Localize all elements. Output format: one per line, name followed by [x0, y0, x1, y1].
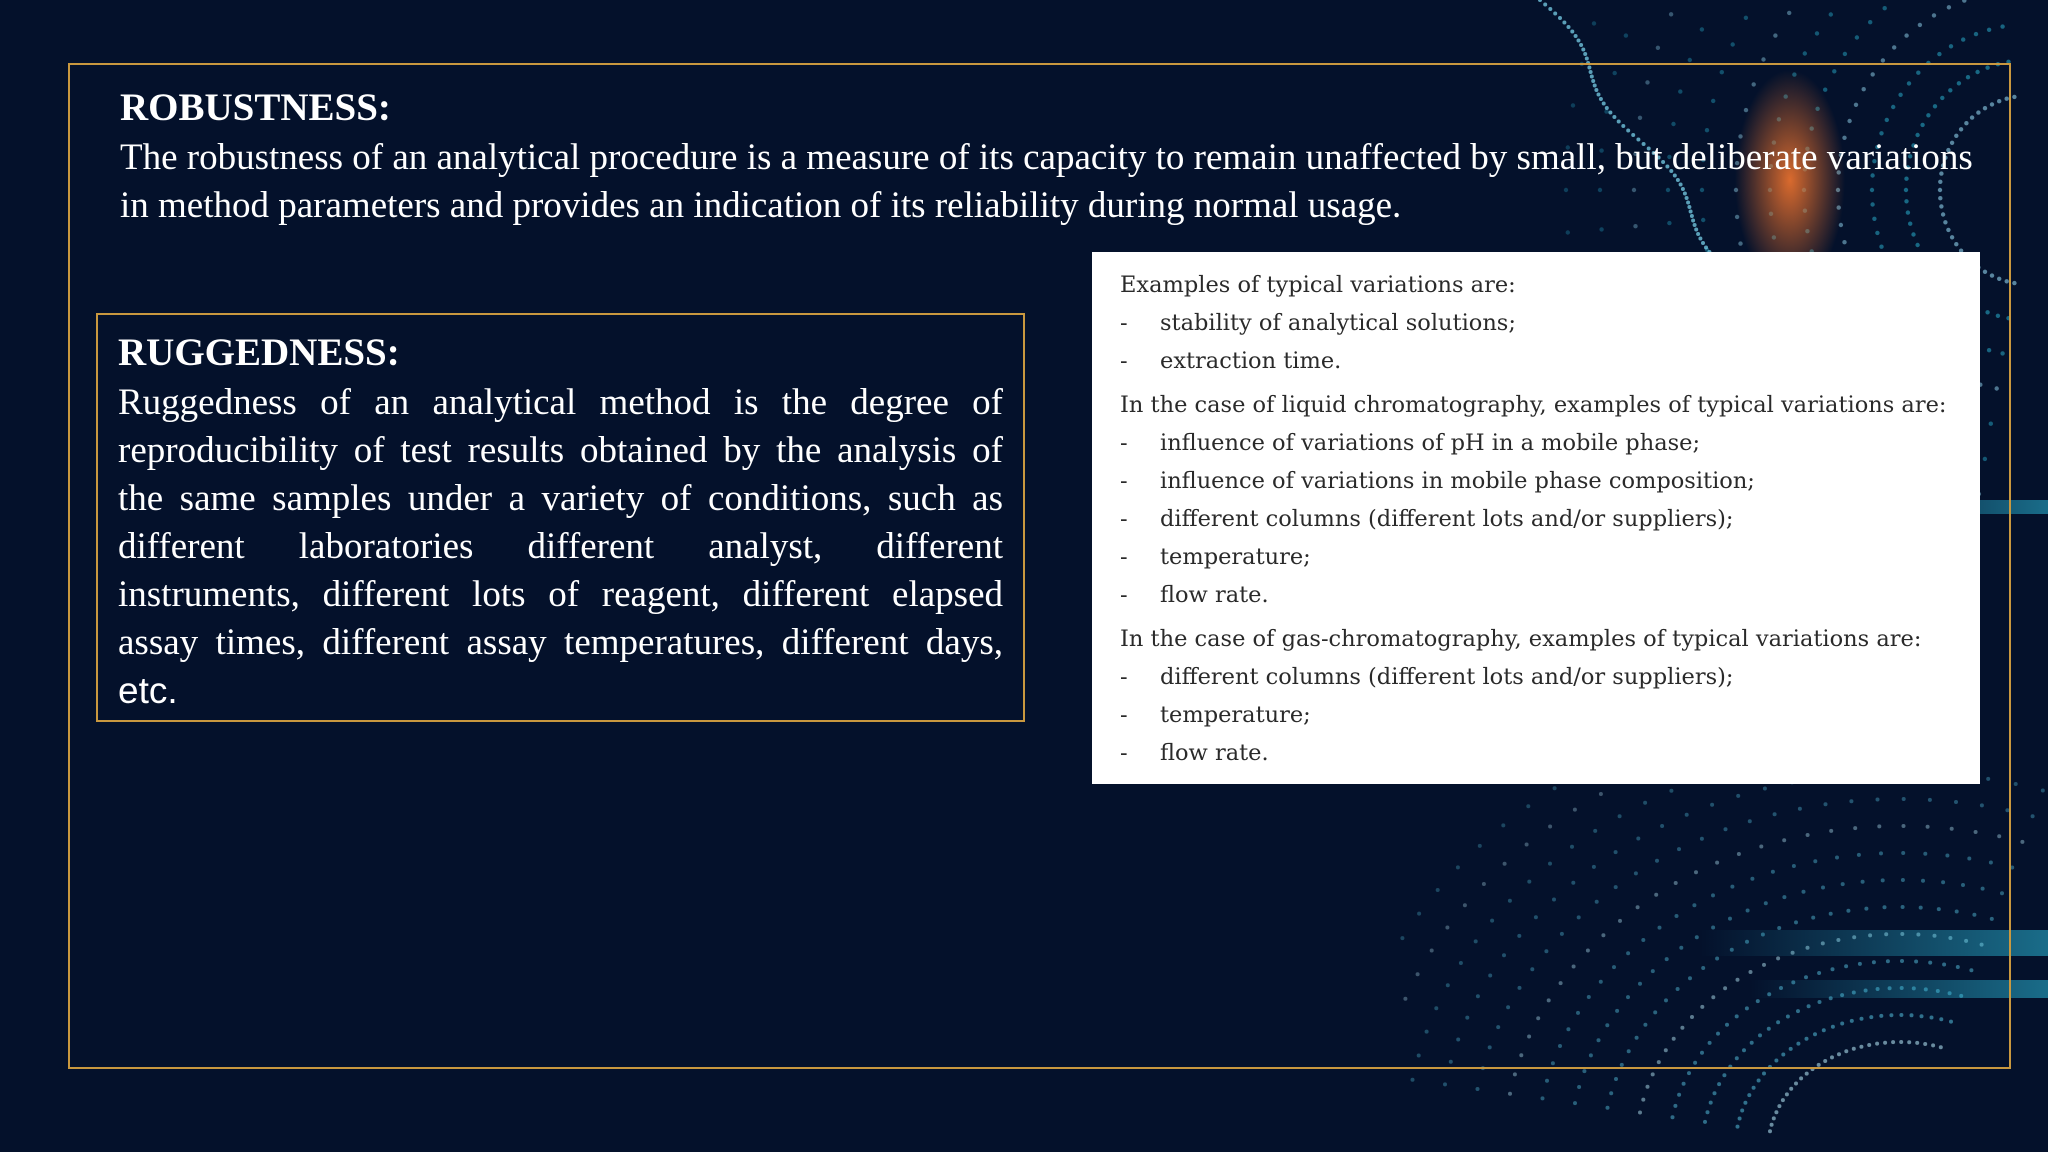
list-item-text: influence of variations in mobile phase composition;: [1160, 468, 1755, 494]
list-item-text: extraction time.: [1160, 348, 1342, 374]
bullet-dash: -: [1120, 430, 1128, 456]
lc-intro: In the case of liquid chromatography, examples of typical variations are:: [1120, 392, 1947, 418]
list-item-text: temperature;: [1160, 544, 1311, 570]
list-item-text: flow rate.: [1160, 740, 1269, 766]
bullet-dash: -: [1120, 664, 1128, 690]
list-item-text: stability of analytical solutions;: [1160, 310, 1516, 336]
list-item-text: different columns (different lots and/or suppliers);: [1160, 506, 1734, 532]
ruggedness-text: Ruggedness of an analytical method is the degree of reproducibility of test results obtained by the analysis of the same samples under a variety of conditions, such as different laboratories different analyst, different instruments, different lots of reagent, different elapsed assay times, different assay temperatures, different days,: [118, 382, 1003, 663]
list-item: [1120, 304, 1980, 342]
bullet-dash: -: [1120, 740, 1128, 766]
list-item: [1120, 424, 1980, 462]
bullet-dash: -: [1120, 506, 1128, 532]
robustness-definition: The robustness of an analytical procedure is a measure of its capacity to remain unaffected by small, but deliberate variations in method parameters and provides an indication of its reliability during normal usage.: [120, 137, 1973, 226]
list-item-text: influence of variations of pH in a mobile phase;: [1160, 430, 1701, 456]
list-item: [1120, 342, 1980, 380]
list-item: [1120, 462, 1980, 500]
list-item: [1120, 538, 1980, 576]
ruggedness-box: [96, 313, 1025, 722]
gc-intro: In the case of gas-chromatography, examples of typical variations are:: [1120, 626, 1922, 652]
bullet-dash: -: [1120, 348, 1128, 374]
bullet-dash: -: [1120, 544, 1128, 570]
list-item-text: temperature;: [1160, 702, 1311, 728]
list-item: [1120, 576, 1980, 614]
bullet-dash: -: [1120, 468, 1128, 494]
list-item: [1120, 658, 1980, 696]
list-item-text: flow rate.: [1160, 582, 1269, 608]
list-item: [1120, 696, 1980, 734]
ruggedness-heading: RUGGEDNESS:: [118, 331, 400, 374]
list-item: [1120, 734, 1980, 772]
bullet-dash: -: [1120, 702, 1128, 728]
examples-panel: [1092, 252, 1980, 784]
bullet-dash: -: [1120, 582, 1128, 608]
list-item-text: different columns (different lots and/or suppliers);: [1160, 664, 1734, 690]
examples-intro: Examples of typical variations are:: [1120, 272, 1516, 298]
robustness-section: [120, 82, 1980, 230]
list-item: [1120, 500, 1980, 538]
bullet-dash: -: [1120, 310, 1128, 336]
ruggedness-definition: [118, 379, 1003, 716]
robustness-heading: ROBUSTNESS:: [120, 86, 391, 129]
ruggedness-etc: etc.: [118, 670, 178, 711]
